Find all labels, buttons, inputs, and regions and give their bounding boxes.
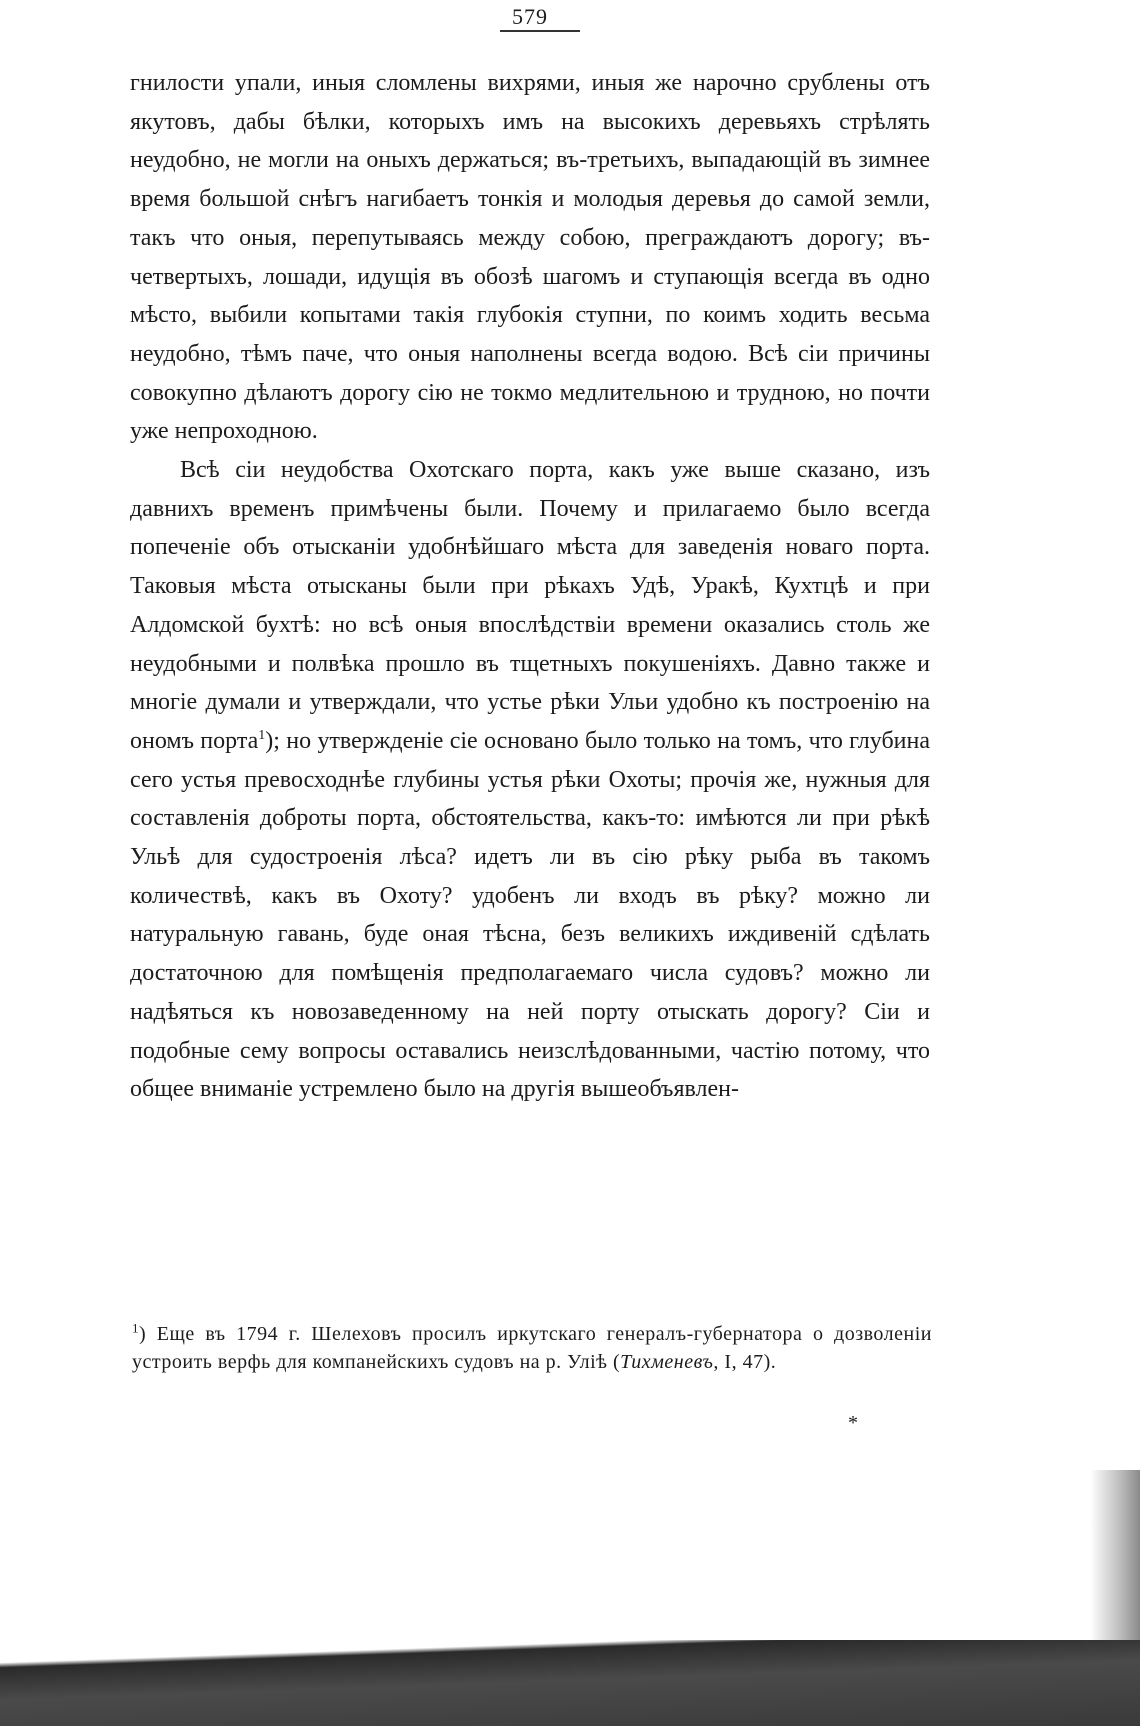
footnote-text-a: ) Еще въ 1794 г. Шелеховъ просилъ иркутскаго генералъ-губернатора о дозволеніи устроить верфь для компанейскихъ судовъ на р. Уліѣ ( <box>132 1323 932 1373</box>
paragraph-1: гнилости упали, иныя сломлены вихрями, иныя же нарочно срублены отъ якутовъ, дабы бѣлки, которыхъ имъ на высокихъ деревьяхъ стрѣлять неудобно, не могли на оныхъ держаться; въ-третьихъ, выпадающій въ зимнее время большой снѣгъ нагибаетъ тонкія и молодыя деревья до самой земли, такъ что оныя, перепутываясь между собою, преграждаютъ дорогу; въ-четвертыхъ, лошади, идущія въ обозѣ шагомъ и ступающія всегда въ одно мѣсто, выбили копытами такія глубокія ступни, по коимъ ходить весьма неудобно, тѣмъ паче, что оныя наполнены всегда водою. Всѣ сіи причины совокупно дѣлаютъ дорогу сію не токмо медлительною и трудною, но почти уже непроходною. <box>130 70 930 445</box>
scan-shadow-artifact <box>0 1640 1140 1726</box>
footnote <box>132 1320 932 1376</box>
page-number: 579 <box>512 4 548 29</box>
page-number-rule <box>500 30 580 32</box>
scan-edge-artifact <box>1090 1470 1140 1640</box>
body-text <box>130 64 930 1109</box>
footnote-text-b: , I, 47). <box>713 1351 777 1373</box>
footnote-mark: 1 <box>132 1320 139 1336</box>
paragraph-2-text-a: Всѣ сіи неудобства Охотскаго порта, какъ уже выше сказано, изъ давнихъ временъ примѣчены были. Почему и прилагаемо было всегда попеченіе объ отысканіи удобнѣйшаго мѣста для заведенія новаго порта. Таковыя мѣста отысканы были при рѣкахъ Удѣ, Уракѣ, Кухтцѣ и при Алдомской бухтѣ: но всѣ оныя впослѣдствіи времени оказались столь же неудобными и полвѣка прошло въ тщетныхъ покушеніяхъ. Давно также и многіе думали и утверждали, что устье рѣки Ульи удобно къ построенію на ономъ порта <box>130 457 930 754</box>
paragraph-2-text-b: ); но утвержденіе сіе основано было только на томъ, что глубина сего устья превосходнѣе глубины устья рѣки Охоты; прочія же, нужныя для составленія доброты порта, обстоятельства, какъ-то: имѣются ли при рѣкѣ Ульѣ для судостроенія лѣса? идетъ ли въ сію рѣку рыба въ такомъ количествѣ, какъ въ Охоту? удобенъ ли входъ въ рѣку? можно ли натуральную гавань, буде оная тѣсна, безъ великихъ иждивеній сдѣлать достаточною для помѣщенія предполагаемаго числа судовъ? можно ли надѣяться къ новозаведенному на ней порту отыскать дорогу? Сіи и подобные сему вопросы оставались неизслѣдованными, частію потому, что общее вниманіе устремлено было на другія вышеобъявлен- <box>130 727 930 1103</box>
asterisk-mark: * <box>848 1412 858 1434</box>
footnote-reference[interactable]: 1 <box>258 727 266 743</box>
paragraph-2 <box>130 451 930 1109</box>
footnote-citation-author: Тихменевъ <box>620 1351 714 1373</box>
